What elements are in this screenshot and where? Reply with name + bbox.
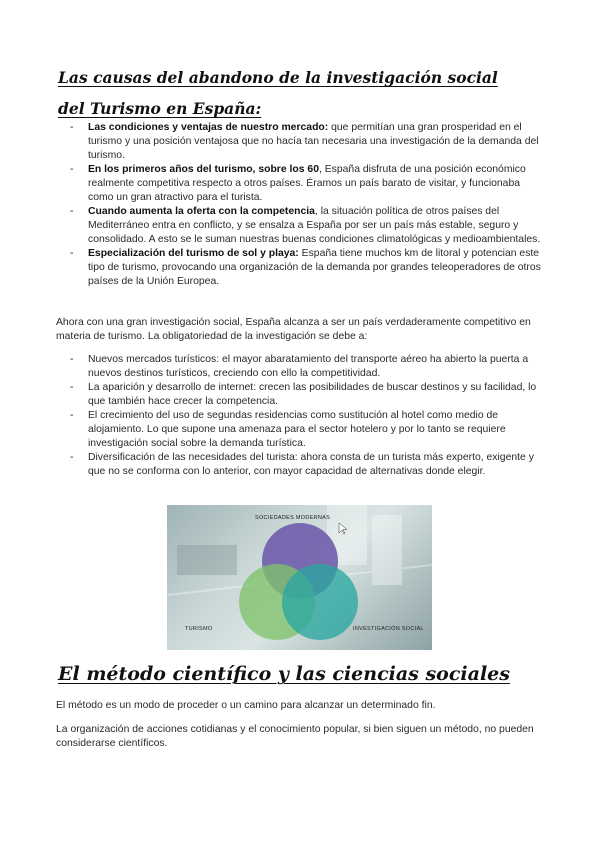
section-heading-causes bbox=[58, 62, 528, 124]
venn-label-sociedades: SOCIEDADES MODERNAS bbox=[255, 515, 331, 521]
list-item bbox=[56, 163, 542, 205]
section-heading-scientific-method: El método científico y las ciencias sociales bbox=[58, 663, 510, 685]
list-item bbox=[56, 247, 542, 289]
venn-label-investigacion: INVESTIGACIÓN SOCIAL bbox=[353, 626, 424, 632]
list-item bbox=[56, 121, 542, 163]
venn-circle-investigacion bbox=[282, 564, 358, 640]
list-item: - Diversificación de las necesidades del turista: ahora consta de un turista más experto, exigente y que no se conforma con lo anterior, con mayor capacidad de alternativas donde elegir. bbox=[56, 451, 542, 479]
venn-label-turismo: TURISMO bbox=[185, 626, 213, 632]
list-item-bold: Especialización del turismo de sol y playa: bbox=[88, 248, 299, 259]
list-item: - Nuevos mercados turísticos: el mayor abaratamiento del transporte aéreo ha abierto la puerta a nuevos destinos turísticos, creciendo con ello la competitividad. bbox=[56, 353, 542, 381]
venn-diagram-figure bbox=[167, 505, 432, 650]
heading-colon: : bbox=[255, 99, 262, 118]
list-item-text: España tiene muchos km de litoral y potencian este tipo de turismo, provocando una organización de la demanda por grandes teleoperadores de otros países de la Unión Europea. bbox=[88, 248, 541, 287]
causes-list bbox=[56, 121, 542, 289]
list-item-text: que permitían una gran prosperidad en el turismo y una posición ventajosa que no hacía tan necesaria una investigación de la demanda del turismo. bbox=[88, 122, 539, 161]
list-item-bold: Las condiciones y ventajas de nuestro mercado: bbox=[88, 122, 329, 133]
list-item-bold: En los primeros años del turismo, sobre los 60 bbox=[88, 164, 319, 175]
list-item: - El crecimiento del uso de segundas residencias como sustitución al hotel como medio de alojamiento. Lo que supone una amenaza para el sector hotelero y por lo tanto se requiere investigación social sobre la demanda turística. bbox=[56, 409, 542, 451]
paragraph-organization: La organización de acciones cotidianas y el conocimiento popular, si bien siguen un método, no pueden considerarse científicos. bbox=[56, 724, 534, 749]
paragraph-competitiveness: Ahora con una gran investigación social, España alcanza a ser un país verdaderamente competitivo en materia de turismo. La obligatoriedad de la investigación se debe a: bbox=[56, 317, 531, 342]
list-item: - La aparición y desarrollo de internet: crecen las posibilidades de buscar destinos y su facilidad, lo que también hace crecer la competencia. bbox=[56, 381, 542, 409]
reasons-list bbox=[56, 353, 542, 479]
list-item bbox=[56, 205, 542, 247]
paragraph-method: El método es un modo de proceder o un camino para alcanzar un determinado fin. bbox=[56, 700, 436, 711]
list-item-bold: Cuando aumenta la oferta con la competencia bbox=[88, 206, 315, 217]
list-item-text: , España disfruta de una posición económico realmente competitiva respecto a otros países. Éramos un país barato de visitar, y funcionaba como un gran atractivo para el turista. bbox=[88, 164, 526, 203]
list-item-text: , la situación política de otros países del Mediterráneo entra en conflicto, y se ensalza a España por ser un país más estable, seguro y consolidado. A esto se le suman nuestras buenas condiciones climatológicas y medioambientales. bbox=[88, 206, 541, 245]
heading-text: Las causas del abandono de la investigación social del Turismo en España bbox=[58, 68, 498, 118]
